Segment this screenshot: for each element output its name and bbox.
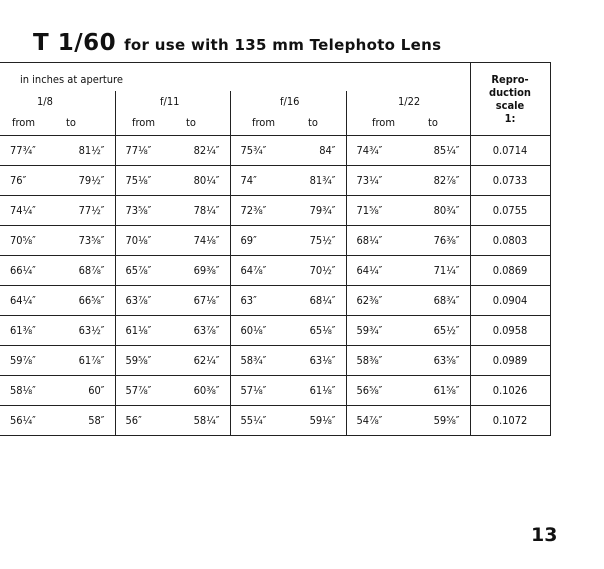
to-label: to (186, 116, 196, 129)
from-value: 76″ (10, 174, 27, 187)
distance-cell (346, 196, 470, 226)
to-label: to (66, 116, 76, 129)
to-value: 79½″ (78, 174, 105, 187)
scale-value: 0.0989 (470, 346, 550, 376)
distance-cell (346, 286, 470, 316)
scale-value: 0.0958 (470, 316, 550, 346)
distance-cell (346, 346, 470, 376)
from-value: 63⅞″ (125, 294, 152, 307)
title-sub: for use with 135 mm Telephoto Lens (124, 36, 442, 54)
distance-cell (230, 256, 346, 286)
aperture-label: f/16 (280, 95, 300, 108)
to-value: 60⅜″ (193, 384, 220, 397)
from-value: 56″ (125, 414, 142, 427)
to-value: 81¾″ (309, 174, 336, 187)
to-value: 71¼″ (433, 264, 460, 277)
from-value: 75⅛″ (125, 174, 152, 187)
page-title (33, 30, 441, 56)
from-value: 72⅜″ (240, 204, 267, 217)
distance-cell (115, 166, 230, 196)
from-value: 61⅜″ (10, 324, 36, 337)
distance-cell (230, 166, 346, 196)
to-value: 61⅝″ (433, 384, 460, 397)
repro-line: scale (495, 99, 525, 112)
to-value: 85¼″ (433, 144, 460, 157)
distance-cell (0, 316, 115, 346)
distance-cell (115, 256, 230, 286)
from-value: 59¾″ (356, 324, 383, 337)
scale-value: 0.1026 (470, 376, 550, 406)
from-value: 58⅛″ (10, 384, 36, 397)
to-value: 67⅛″ (193, 294, 220, 307)
from-value: 73¼″ (356, 174, 383, 187)
repro-line: duction (489, 86, 531, 99)
to-value: 82¼″ (193, 144, 220, 157)
distance-cell (230, 406, 346, 436)
to-value: 63⅝″ (433, 354, 460, 367)
to-value: 76⅜″ (433, 234, 460, 247)
from-label: from (132, 116, 155, 129)
from-value: 74¾″ (356, 144, 383, 157)
distance-cell (346, 166, 470, 196)
to-value: 68¾″ (433, 294, 460, 307)
distance-cell (230, 346, 346, 376)
to-value: 59⅛″ (309, 414, 336, 427)
from-label: from (12, 116, 35, 129)
from-value: 68¼″ (356, 234, 383, 247)
distance-cell (230, 316, 346, 346)
distance-cell (0, 166, 115, 196)
from-value: 65⅞″ (125, 264, 152, 277)
table-row (0, 316, 550, 346)
to-value: 70½″ (309, 264, 336, 277)
distance-cell (115, 226, 230, 256)
from-value: 71⅝″ (356, 204, 383, 217)
table-row (0, 136, 550, 166)
from-value: 77¾″ (10, 144, 36, 157)
distance-cell (230, 196, 346, 226)
distance-cell (0, 136, 115, 166)
to-value: 79¾″ (309, 204, 336, 217)
table-row (0, 376, 550, 406)
to-value: 68¼″ (309, 294, 336, 307)
from-value: 57⅛″ (240, 384, 267, 397)
distance-cell (115, 196, 230, 226)
distance-cell (230, 376, 346, 406)
to-value: 77½″ (78, 204, 105, 217)
page-number: 13 (531, 524, 558, 546)
distance-cell (0, 196, 115, 226)
from-value: 59⅝″ (125, 354, 152, 367)
scale-value: 0.0755 (470, 196, 550, 226)
table-body (0, 136, 550, 436)
aperture-label: 1/8 (37, 95, 53, 108)
from-value: 73⅝″ (125, 204, 152, 217)
distance-cell (230, 136, 346, 166)
from-value: 70⅝″ (10, 234, 36, 247)
to-value: 61⅞″ (78, 354, 105, 367)
from-value: 62⅜″ (356, 294, 383, 307)
aperture-header (0, 63, 470, 136)
repro-header (470, 63, 550, 136)
to-value: 58¼″ (193, 414, 220, 427)
to-value: 68⅞″ (78, 264, 105, 277)
distance-cell (115, 286, 230, 316)
table-row (0, 226, 550, 256)
title-main: T 1/60 (33, 30, 117, 56)
to-value: 62¼″ (193, 354, 220, 367)
from-value: 64¼″ (10, 294, 36, 307)
to-value: 74⅛″ (193, 234, 220, 247)
from-value: 60⅛″ (240, 324, 267, 337)
from-value: 74″ (240, 174, 257, 187)
from-label: from (252, 116, 275, 129)
from-value: 75¾″ (240, 144, 267, 157)
from-value: 74¼″ (10, 204, 36, 217)
to-label: to (428, 116, 438, 129)
distance-table (0, 62, 551, 436)
to-value: 81½″ (78, 144, 105, 157)
distance-cell (346, 226, 470, 256)
to-value: 84″ (319, 144, 336, 157)
distance-cell (115, 376, 230, 406)
scale-value: 0.0869 (470, 256, 550, 286)
scale-value: 0.0904 (470, 286, 550, 316)
table-row (0, 406, 550, 436)
from-value: 64⅞″ (240, 264, 267, 277)
to-value: 61⅛″ (309, 384, 336, 397)
table-row (0, 196, 550, 226)
to-label: to (308, 116, 318, 129)
to-value: 63⅛″ (309, 354, 336, 367)
scale-value: 0.1072 (470, 406, 550, 436)
to-value: 69⅜″ (193, 264, 220, 277)
distance-cell (0, 226, 115, 256)
to-value: 78¼″ (193, 204, 220, 217)
to-value: 82⅞″ (433, 174, 460, 187)
table-header-row (0, 63, 550, 136)
to-value: 66⅝″ (78, 294, 105, 307)
distance-cell (0, 406, 115, 436)
from-value: 58⅜″ (356, 354, 383, 367)
aperture-label: f/11 (160, 95, 180, 108)
distance-cell (346, 376, 470, 406)
from-value: 64¼″ (356, 264, 383, 277)
from-value: 70⅛″ (125, 234, 152, 247)
distance-cell (115, 316, 230, 346)
to-value: 60″ (88, 384, 105, 397)
to-value: 80¼″ (193, 174, 220, 187)
repro-line: 1: (504, 112, 516, 125)
distance-cell (346, 256, 470, 286)
table-row (0, 166, 550, 196)
distance-cell (346, 136, 470, 166)
table-row (0, 256, 550, 286)
table-row (0, 286, 550, 316)
aperture-label: 1/22 (398, 95, 421, 108)
distance-cell (0, 376, 115, 406)
from-value: 77⅛″ (125, 144, 152, 157)
from-value: 63″ (240, 294, 257, 307)
aperture-group-label: in inches at aperture (20, 73, 123, 86)
to-value: 65½″ (433, 324, 460, 337)
scale-value: 0.0803 (470, 226, 550, 256)
to-value: 63⅞″ (193, 324, 220, 337)
distance-cell (115, 406, 230, 436)
scale-value: 0.0733 (470, 166, 550, 196)
to-value: 65⅛″ (309, 324, 336, 337)
from-value: 58¾″ (240, 354, 267, 367)
distance-cell (346, 406, 470, 436)
scale-value: 0.0714 (470, 136, 550, 166)
from-value: 57⅞″ (125, 384, 152, 397)
from-value: 69″ (240, 234, 257, 247)
distance-cell (0, 256, 115, 286)
repro-line: Repro- (491, 73, 529, 86)
from-value: 55¼″ (240, 414, 267, 427)
to-value: 58″ (88, 414, 105, 427)
distance-cell (230, 286, 346, 316)
distance-cell (230, 226, 346, 256)
distance-cell (115, 136, 230, 166)
from-value: 56¼″ (10, 414, 36, 427)
distance-cell (0, 286, 115, 316)
from-value: 66¼″ (10, 264, 36, 277)
from-value: 59⅞″ (10, 354, 36, 367)
to-value: 80¾″ (433, 204, 460, 217)
to-value: 59⅝″ (433, 414, 460, 427)
table-row (0, 346, 550, 376)
from-value: 61⅛″ (125, 324, 152, 337)
to-value: 75½″ (309, 234, 336, 247)
distance-cell (0, 346, 115, 376)
from-value: 54⅞″ (356, 414, 383, 427)
to-value: 63½″ (78, 324, 105, 337)
distance-cell (346, 316, 470, 346)
to-value: 73⅝″ (78, 234, 105, 247)
from-value: 56⅝″ (356, 384, 383, 397)
distance-cell (115, 346, 230, 376)
from-label: from (372, 116, 395, 129)
